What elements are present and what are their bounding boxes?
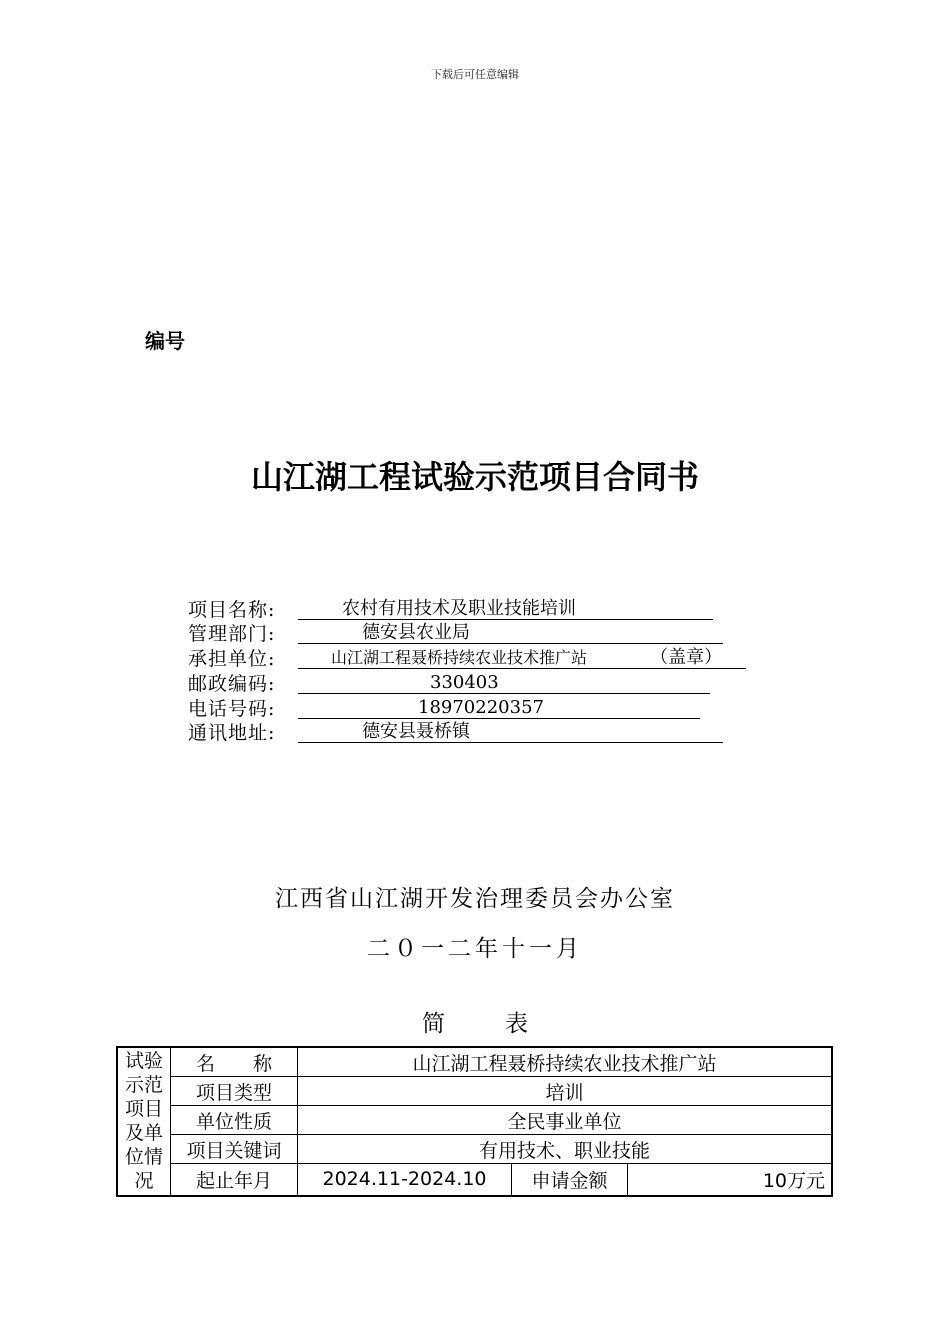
side-header: 试验示范项目及单位情况 bbox=[117, 1047, 171, 1196]
row-value: 山江湖工程聂桥持续农业技术推广站 bbox=[298, 1047, 833, 1077]
row-label: 项目关键词 bbox=[171, 1135, 298, 1164]
table-title-right: 表 bbox=[505, 1011, 528, 1037]
issuer-name: 江西省山江湖开发治理委员会办公室 bbox=[275, 886, 675, 912]
field-value-address bbox=[298, 722, 723, 743]
row-value: 培训 bbox=[298, 1077, 833, 1106]
management-dept-value: 德安县农业局 bbox=[362, 622, 470, 643]
row-value: 有用技术、职业技能 bbox=[298, 1135, 833, 1164]
field-value-project-name bbox=[298, 599, 713, 620]
period-value: 2024.11-2024.10 bbox=[298, 1164, 512, 1196]
document-number-label: 编号 bbox=[145, 329, 185, 353]
undertaking-unit-value: 山江湖工程聂桥持续农业技术推广站 bbox=[331, 648, 588, 667]
row-label: 单位性质 bbox=[171, 1106, 298, 1135]
field-label-address: 通讯地址: bbox=[188, 722, 276, 744]
amount-value: 10万元 bbox=[628, 1164, 833, 1196]
field-value-phone bbox=[298, 698, 700, 719]
table-row bbox=[117, 1164, 832, 1196]
table-row bbox=[117, 1077, 832, 1106]
summary-table bbox=[116, 1046, 833, 1197]
field-value-management-dept bbox=[298, 623, 723, 644]
period-label: 起止年月 bbox=[171, 1164, 298, 1196]
seal-note: （盖章） bbox=[650, 647, 723, 668]
phone-value: 18970220357 bbox=[418, 697, 544, 718]
field-value-postal-code bbox=[298, 673, 710, 694]
field-value-undertaking-unit bbox=[298, 648, 746, 669]
field-label-phone: 电话号码: bbox=[188, 698, 276, 720]
field-label-postal-code: 邮政编码: bbox=[188, 673, 276, 695]
address-value: 德安县聂桥镇 bbox=[362, 721, 470, 742]
field-label-project-name: 项目名称: bbox=[188, 599, 276, 621]
row-label: 项目类型 bbox=[171, 1077, 298, 1106]
document-title: 山江湖工程试验示范项目合同书 bbox=[250, 458, 699, 496]
header-note: 下载后可任意编辑 bbox=[431, 68, 519, 81]
summary-table-title bbox=[0, 1005, 950, 1038]
project-name-value: 农村有用技术及职业技能培训 bbox=[342, 598, 576, 619]
issue-date: 二０一二年十一月 bbox=[367, 936, 583, 962]
row-value: 全民事业单位 bbox=[298, 1106, 833, 1135]
table-row bbox=[117, 1106, 832, 1135]
field-label-undertaking-unit: 承担单位: bbox=[188, 648, 276, 670]
field-label-management-dept: 管理部门: bbox=[188, 623, 276, 645]
postal-code-value: 330403 bbox=[430, 672, 499, 693]
table-title-left: 简 bbox=[422, 1011, 445, 1037]
table-row bbox=[117, 1135, 832, 1164]
row-label: 名 称 bbox=[171, 1047, 298, 1077]
amount-label: 申请金额 bbox=[512, 1164, 628, 1196]
table-row bbox=[117, 1047, 832, 1077]
